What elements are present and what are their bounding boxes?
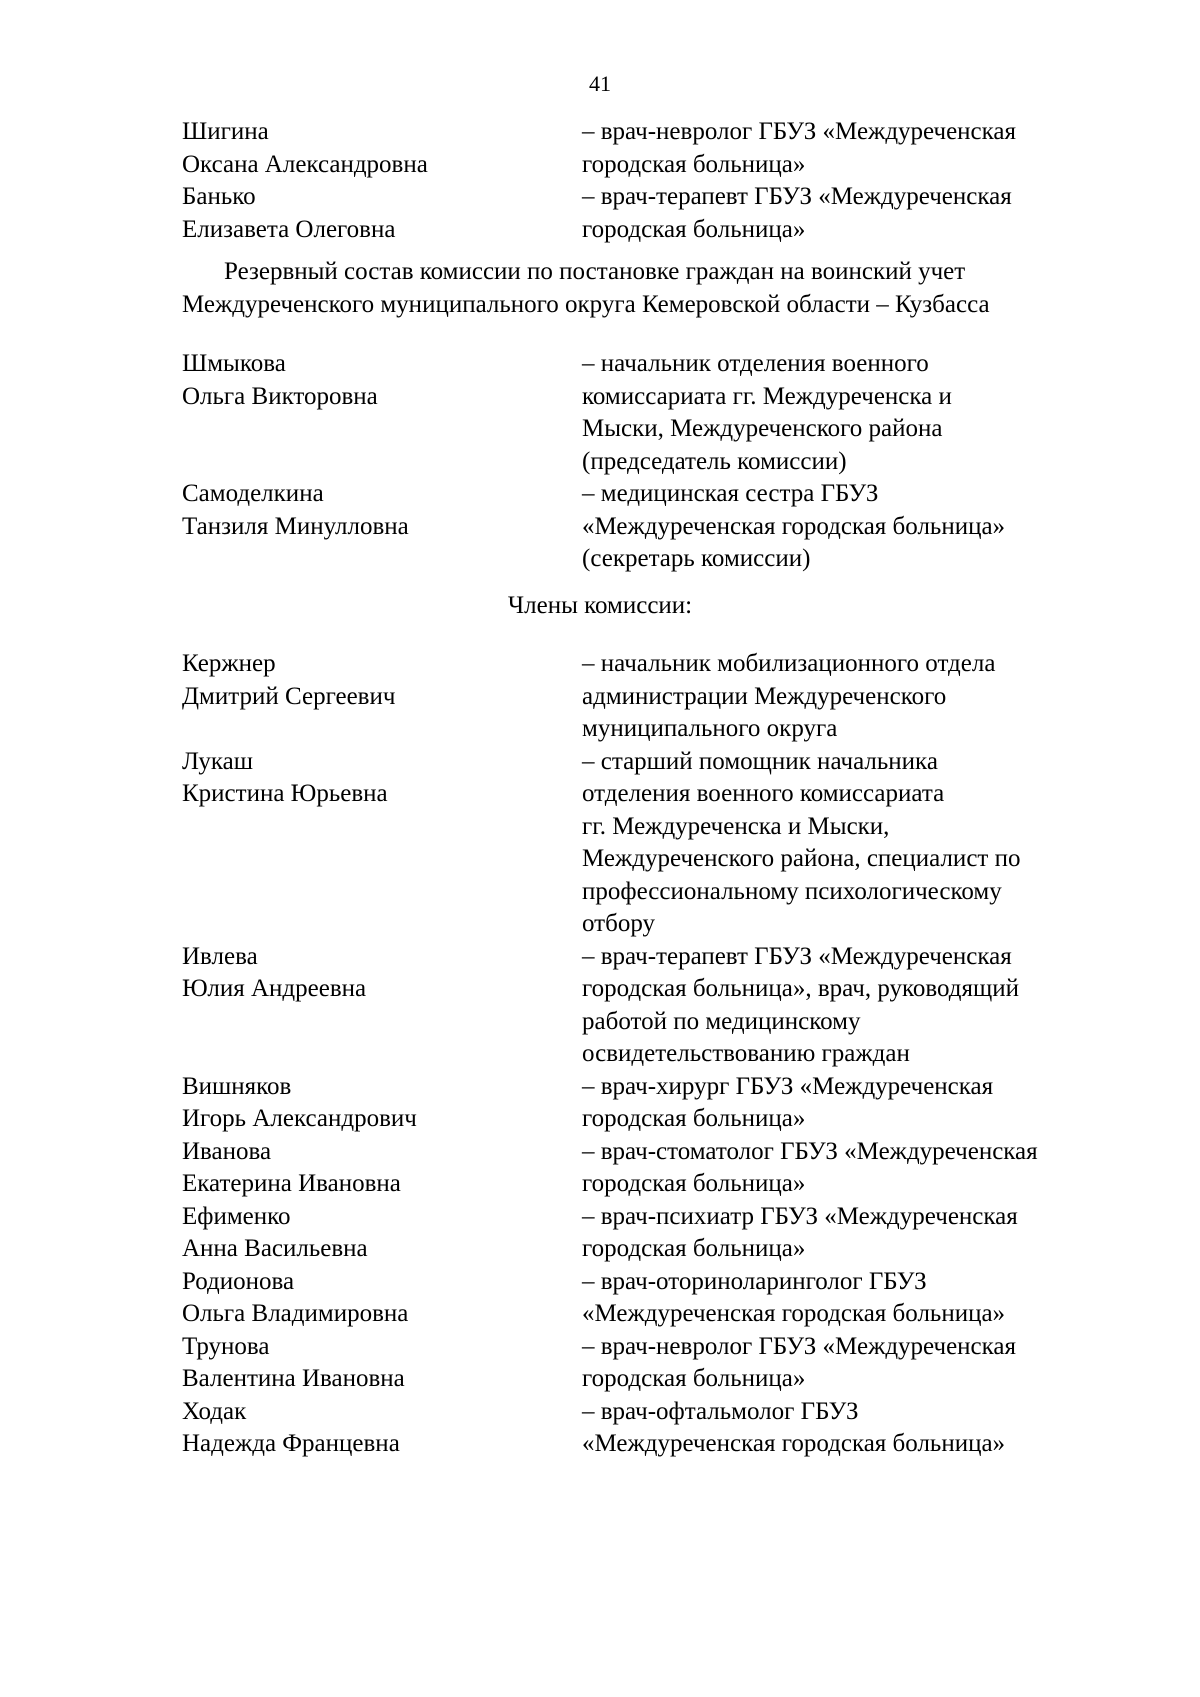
role-line: городская больница»	[582, 1105, 806, 1132]
person-name	[182, 1331, 582, 1396]
surname: Лукаш	[182, 747, 253, 775]
committee-entry	[0, 478, 1200, 576]
role-line: – врач-психиатр ГБУЗ «Междуреченская	[582, 1202, 1018, 1230]
person-role	[582, 116, 1122, 181]
person-name	[182, 1071, 582, 1136]
role-line: Междуреченского района, специалист по	[582, 845, 1021, 872]
person-name	[182, 478, 582, 543]
role-line: работой по медицинскому	[582, 1007, 861, 1035]
surname: Ходак	[182, 1397, 247, 1425]
person-role	[582, 1071, 1122, 1136]
given-names: Дмитрий Сергеевич	[182, 682, 396, 710]
committee-entry	[0, 181, 1200, 246]
person-name	[182, 1396, 582, 1461]
role-line: – врач-терапевт ГБУЗ «Междуреченская	[582, 183, 1012, 210]
given-names: Екатерина Ивановна	[182, 1170, 401, 1197]
given-names: Игорь Александрович	[182, 1105, 417, 1132]
person-role	[582, 941, 1122, 1071]
person-name	[182, 1266, 582, 1331]
role-line: – врач-офтальмолог ГБУЗ	[582, 1397, 859, 1425]
role-line: – врач-хирург ГБУЗ «Междуреченская	[582, 1072, 994, 1100]
given-names: Оксана Александровна	[182, 150, 428, 178]
role-line: городская больница»	[582, 150, 806, 178]
surname: Шмыкова	[182, 350, 286, 377]
person-name	[182, 116, 582, 181]
committee-entry	[0, 116, 1200, 181]
role-line: «Междуреченская городская больница»	[582, 512, 1006, 540]
role-line: – врач-стоматолог ГБУЗ «Междуреченская	[582, 1137, 1038, 1165]
role-line: гг. Междуреченска и Мыски,	[582, 812, 890, 840]
role-line: городская больница»	[582, 1170, 806, 1197]
role-line: – начальник отделения военного	[582, 350, 929, 377]
role-line: – старший помощник начальника	[582, 747, 938, 775]
person-role	[582, 478, 1122, 576]
person-name	[182, 746, 582, 811]
person-role	[582, 181, 1122, 246]
reserve-heading-line-1: Резервный состав комиссии по постановке граждан на воинский учет	[224, 258, 966, 285]
reserve-committee-heading	[182, 256, 1122, 321]
person-name	[182, 1201, 582, 1266]
given-names: Кристина Юрьевна	[182, 780, 388, 807]
person-name	[182, 348, 582, 413]
role-line: (секретарь комиссии)	[582, 545, 811, 572]
given-names: Валентина Ивановна	[182, 1365, 405, 1392]
surname: Иванова	[182, 1137, 272, 1165]
given-names: Надежда Францевна	[182, 1430, 400, 1457]
person-role	[582, 348, 1122, 478]
person-role	[582, 1396, 1122, 1461]
role-line: – врач-невролог ГБУЗ «Междуреченская	[582, 1332, 1017, 1360]
surname: Банько	[182, 183, 256, 210]
role-line: – врач-оториноларинголог ГБУЗ	[582, 1267, 927, 1295]
surname: Ивлева	[182, 942, 258, 970]
reserve-committee-list	[0, 348, 1200, 576]
surname: Самоделкина	[182, 480, 324, 507]
role-line: комиссариата гг. Междуреченска и	[582, 382, 952, 410]
person-role	[582, 1136, 1122, 1201]
person-name	[182, 941, 582, 1006]
person-role	[582, 648, 1122, 746]
role-line: администрации Междуреченского	[582, 682, 947, 710]
committee-entry	[0, 1396, 1200, 1461]
reserve-heading-line-2: Междуреченского муниципального округа Кемеровской области – Кузбасса	[182, 290, 990, 318]
given-names: Ольга Викторовна	[182, 382, 378, 410]
role-line: городская больница»	[582, 1365, 806, 1392]
role-line: городская больница»	[582, 1235, 806, 1262]
committee-entry	[0, 941, 1200, 1071]
given-names: Танзиля Минулловна	[182, 512, 409, 540]
given-names: Елизавета Олеговна	[182, 215, 396, 243]
role-line: «Междуреченская городская больница»	[582, 1430, 1006, 1457]
role-line: городская больница», врач, руководящий	[582, 975, 1019, 1002]
person-role	[582, 1331, 1122, 1396]
page-number: 41	[589, 71, 611, 96]
committee-entry	[0, 1201, 1200, 1266]
members-list	[0, 648, 1200, 1461]
role-line: – врач-терапевт ГБУЗ «Междуреченская	[582, 942, 1012, 970]
members-heading: Члены комиссии:	[507, 592, 693, 619]
person-name	[182, 1136, 582, 1201]
committee-entry	[0, 746, 1200, 941]
committee-entry	[0, 1071, 1200, 1136]
role-line: освидетельствованию граждан	[582, 1040, 910, 1067]
given-names: Анна Васильевна	[182, 1235, 368, 1262]
person-role	[582, 1266, 1122, 1331]
surname: Родионова	[182, 1267, 295, 1295]
given-names: Юлия Андреевна	[182, 975, 367, 1002]
role-line: – врач-невролог ГБУЗ «Междуреченская	[582, 118, 1017, 145]
committee-entry	[0, 648, 1200, 746]
committee-list-top	[0, 116, 1200, 246]
surname: Шигина	[182, 118, 269, 145]
role-line: – начальник мобилизационного отдела	[582, 650, 996, 677]
role-line: «Междуреченская городская больница»	[582, 1300, 1006, 1327]
committee-entry	[0, 348, 1200, 478]
role-line: отбору	[582, 910, 655, 937]
given-names: Ольга Владимировна	[182, 1300, 409, 1327]
role-line: отделения военного комиссариата	[582, 780, 945, 807]
person-name	[182, 648, 582, 713]
committee-entry	[0, 1331, 1200, 1396]
role-line: – медицинская сестра ГБУЗ	[582, 480, 879, 507]
surname: Трунова	[182, 1332, 270, 1360]
person-name	[182, 181, 582, 246]
role-line: Мыски, Междуреченского района	[582, 415, 943, 442]
role-line: муниципального округа	[582, 715, 838, 742]
role-line: городская больница»	[582, 215, 806, 243]
person-role	[582, 746, 1122, 941]
role-line: (председатель комиссии)	[582, 447, 847, 475]
committee-entry	[0, 1266, 1200, 1331]
committee-entry	[0, 1136, 1200, 1201]
role-line: профессиональному психологическому	[582, 877, 1002, 905]
surname: Кержнер	[182, 650, 276, 677]
surname: Вишняков	[182, 1072, 292, 1100]
surname: Ефименко	[182, 1202, 291, 1230]
person-role	[582, 1201, 1122, 1266]
